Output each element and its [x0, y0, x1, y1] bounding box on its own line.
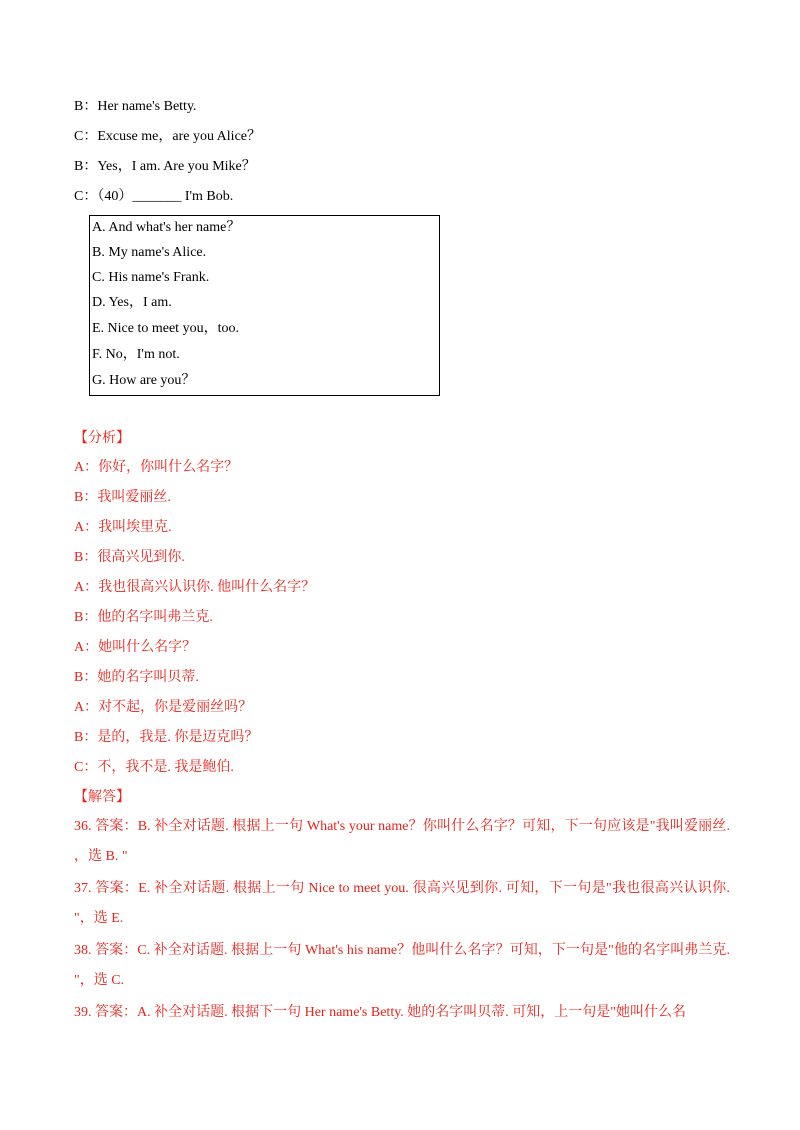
option-d: D. Yes，I am. — [92, 295, 172, 310]
dialogue-line: B：Her name's Betty. — [74, 99, 197, 114]
analysis-line: B：他的名字叫弗兰克. — [74, 610, 213, 625]
analysis-line: A：我叫埃里克. — [74, 520, 172, 535]
analysis-line: A：你好，你叫什么名字？ — [74, 460, 239, 475]
analysis-heading: 【分析】 — [74, 431, 130, 446]
answer-37: 37. 答案：E. 补全对话题. 根据上一句 Nice to meet you. 很高兴见到你. 可知，下一句是"我也很高兴认识你. "，选 E. — [74, 881, 730, 926]
option-f: F. No，I'm not. — [92, 347, 180, 362]
option-b: B. My name's Alice. — [92, 245, 207, 260]
option-e: E. Nice to meet you，too. — [92, 321, 239, 336]
dialogue-line: C：Excuse me，are you Alice？ — [74, 129, 262, 144]
analysis-line: B：是的，我是. 你是迈克吗？ — [74, 730, 259, 745]
option-c: C. His name's Frank. — [92, 270, 210, 285]
dialogue-line: C：（40）_______ I'm Bob. — [74, 189, 234, 204]
analysis-line: B：我叫爱丽丝. — [74, 490, 171, 505]
analysis-line: A：对不起，你是爱丽丝吗？ — [74, 700, 253, 715]
analysis-line: B：很高兴见到你. — [74, 550, 185, 565]
analysis-line: A：我也很高兴认识你. 他叫什么名字？ — [74, 580, 316, 595]
answer-36: 36. 答案：B. 补全对话题. 根据上一句 What's your name？你叫什么名字？可知，下一句应该是"我叫爱丽丝. ，选 B. " — [74, 819, 730, 864]
option-g: G. How are you？ — [92, 373, 196, 388]
analysis-line: B：她的名字叫贝蒂. — [74, 670, 199, 685]
option-a: A. And what's her name？ — [92, 220, 241, 235]
dialogue-line: B：Yes，I am. Are you Mike？ — [74, 159, 256, 174]
analysis-line: A：她叫什么名字？ — [74, 640, 197, 655]
options-box — [89, 215, 440, 396]
answer-heading: 【解答】 — [74, 790, 130, 805]
answer-38: 38. 答案：C. 补全对话题. 根据上一句 What's his name？他叫什么名字？可知，下一句是"他的名字叫弗兰克. "，选 C. — [74, 943, 730, 988]
analysis-line: C：不，我不是. 我是鲍伯. — [74, 760, 234, 775]
answer-39: 39. 答案：A. 补全对话题. 根据下一句 Her name's Betty. 她的名字叫贝蒂. 可知，上一句是"她叫什么名 — [74, 1005, 687, 1020]
